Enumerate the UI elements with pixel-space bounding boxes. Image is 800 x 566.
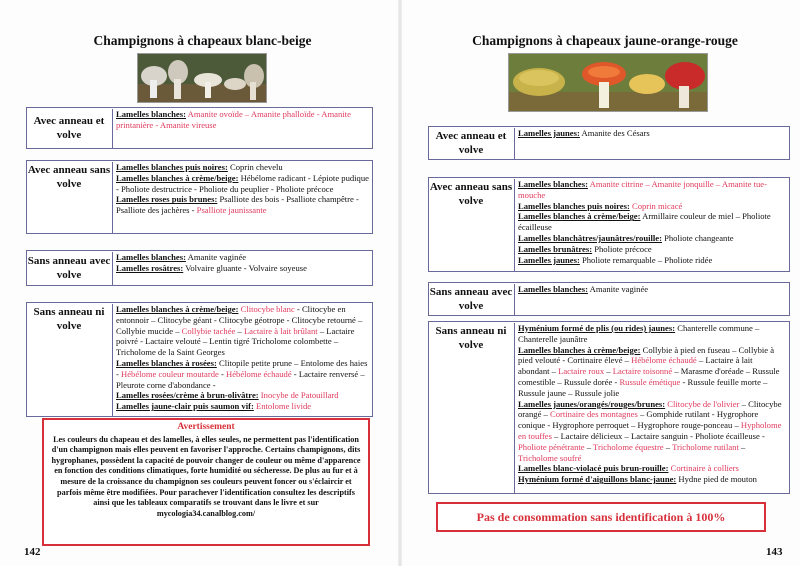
toxic-species: Clitocybe blanc <box>240 304 295 314</box>
entry-line <box>116 304 369 358</box>
category-label: Lamelles blanches: <box>518 179 588 189</box>
species-text: Amanite vaginée <box>185 252 247 262</box>
warning-box <box>42 418 370 546</box>
row-lines <box>518 323 786 485</box>
left-page-title: Champignons à chapeaux blanc-beige <box>93 33 312 48</box>
category-label: Lamelles blanches puis noires: <box>518 200 630 211</box>
entry-line <box>518 463 786 474</box>
toxic-species: Amanite ovoïde – Amanite phalloïde - Amanite printanière - Amanite vireuse <box>116 109 351 130</box>
toxic-species: Lactaire roux <box>558 366 605 377</box>
species-text: – Clitocybe orangé – <box>518 398 782 420</box>
species-text: Clitopile petite prune – Entolome des haies - <box>116 357 368 379</box>
row-anneau-volve <box>428 126 790 160</box>
category-label: Hyménium formé de plis (ou rides) jaunes: <box>518 323 676 333</box>
species-text: Psalliote des bois - Psalliote champêtre - Psalliote des jachères - <box>116 194 359 216</box>
category-label: Lamelles rosâtres: <box>116 262 184 273</box>
entry-line <box>518 284 786 295</box>
row-label <box>429 178 513 271</box>
category-label: Lamelles brunâtres: <box>518 243 593 254</box>
species-text: Pholiote remarquable – Pholiote ridée <box>579 254 713 265</box>
category-label: Lamelles jaune-clair puis saumon vif: <box>116 401 254 412</box>
row-label-text: Avec anneau sans volve <box>27 164 111 190</box>
species-text: Amanite vaginée <box>587 284 649 294</box>
row-anneau-volve <box>26 107 373 149</box>
row-sans-anneau-ni-volve <box>428 321 790 494</box>
species-text: Chanterelle commune – Chanterelle jaunâtre <box>518 323 760 344</box>
entry-line <box>116 390 369 401</box>
row-label-text: Sans anneau avec volve <box>27 255 111 281</box>
toxic-species: Tricholome rutilant <box>672 441 739 452</box>
entry-line <box>116 401 369 412</box>
white-mushrooms-photo <box>137 53 267 103</box>
category-label: Lamelles roses puis brunes: <box>116 194 218 205</box>
orange-mushrooms-photo <box>508 53 708 112</box>
entry-line <box>518 179 786 201</box>
row-lines <box>518 284 786 295</box>
category-label: Lamelles jaunes/orangés/rouges/brunes: <box>518 398 666 409</box>
entry-line <box>116 252 369 263</box>
row-label <box>27 108 111 148</box>
toxic-species: Lactaire toisonné <box>612 366 673 377</box>
species-text: – Lactaire à lait abondant – <box>518 355 753 377</box>
species-text: – <box>584 441 594 452</box>
entry-line <box>518 323 786 345</box>
toxic-species: Clitocybe de l'olivier <box>667 398 740 409</box>
entry-line <box>116 109 369 131</box>
entry-line <box>518 244 786 255</box>
row-lines <box>116 162 369 216</box>
category-label: Lamelles blanchâtres/jaunâtres/rouille: <box>518 232 662 243</box>
species-text: – <box>738 441 746 452</box>
entry-line <box>116 194 369 216</box>
entry-line <box>518 128 786 139</box>
category-label: Lamelles rosées/crème à brun-olivâtre: <box>116 390 259 401</box>
category-label: Lamelles blanches à crème/beige: <box>518 211 641 222</box>
species-text: Volvaire gluante - Volvaire soyeuse <box>183 262 307 273</box>
row-lines <box>116 304 369 412</box>
entry-line <box>116 358 369 390</box>
row-content <box>112 109 372 148</box>
toxic-species: Cortinaire des montagnes <box>549 409 638 420</box>
species-text: – Lactaire poivré - Lactaire velouté – Lentin tigré Tricholome colombette – Tricholome de la Saint Georges <box>116 325 355 358</box>
species-text: – Marasme d'oréade – Russule comestible – Russule dorée - <box>518 366 780 387</box>
row-label-text: Avec anneau sans volve <box>429 181 513 207</box>
toxic-species: Coprin micacé <box>631 200 683 211</box>
species-text: Armillaire couleur de miel – Pholiote écailleuse <box>518 211 771 233</box>
category-label: Lamelles blanches à rosées: <box>116 357 217 368</box>
row-content <box>514 128 789 159</box>
right-page <box>400 0 800 566</box>
page-number-right: 143 <box>766 546 783 558</box>
species-text: Hydne pied de mouton <box>676 474 757 485</box>
species-text: Coprin chevelu <box>227 162 283 172</box>
species-text: – <box>235 325 244 336</box>
row-content <box>112 304 372 416</box>
row-anneau-sans-volve <box>428 177 790 272</box>
species-text: Pholiote changeante <box>661 232 734 243</box>
row-label <box>429 283 513 315</box>
row-label-text: Avec anneau et volve <box>33 115 105 141</box>
toxic-species: Hébélome échaudé <box>226 368 292 379</box>
category-label: Lamelles blanches puis noires: <box>116 162 228 172</box>
species-text: Amanite des Césars <box>579 128 650 138</box>
category-label: Lamelles blanches à crème/beige: <box>518 344 641 355</box>
category-label: Lamelles blanc-violacé puis brun-rouille: <box>518 463 669 474</box>
row-lines <box>518 179 786 265</box>
entry-line <box>518 474 786 485</box>
no-consumption-banner: Pas de consommation sans identification à 100% <box>436 502 766 532</box>
category-label: Lamelles jaunes: <box>518 128 580 138</box>
toxic-species: Lactaire à lait brûlant <box>243 325 318 336</box>
category-label: Lamelles blanches à crème/beige: <box>116 172 239 183</box>
species-text: – <box>663 441 673 452</box>
row-label <box>429 127 513 159</box>
row-content <box>514 179 789 271</box>
row-content <box>514 323 789 493</box>
species-text: – Lactaire délicieux – Lactaire sanguin - Pholiote écailleuse - <box>551 430 765 441</box>
warning-text: Les couleurs du chapeau et des lamelles, à elles seules, ne permettent pas l'identification d'un champignon mais elles peuvent en favoriser l'approche. Certains champignons, dits hygrophanes, possèdent la capacité de pouvoir changer de couleur ou même d'apparence en fonction des conditions climatiques, forte humidité ou sécheresse. De plus au fur et à mesure de la croissance du champignon ses couleurs peuvent foncer ou s'éclaircir et parfois même être modifiées. Pour parachever l'identification consultez les descriptifs ainsi que les tableaux comparatifs se trouvant dans le livre et sur mycologia34.canalblog.com/ <box>51 434 361 518</box>
toxic-species: Entolome livide <box>255 401 312 412</box>
row-content <box>514 284 789 315</box>
toxic-species: Russule émétique <box>619 376 681 387</box>
entry-line <box>518 255 786 266</box>
species-text: Pholiote précoce <box>592 243 652 254</box>
toxic-species: Tricholome équestre <box>593 441 664 452</box>
row-lines <box>518 128 786 139</box>
toxic-species: Psalliote jaunissante <box>196 205 267 216</box>
entry-line <box>518 211 786 233</box>
row-sans-anneau-avec-volve <box>26 250 373 286</box>
species-text: – <box>604 366 613 377</box>
species-text: – Gomphide rutilant - Hygrophore conique - Hygrophore perroquet – Hygrophore rouge-ponceau – <box>518 409 759 431</box>
species-text: - Russule feuille morte – Russule jaune – Russule jolie <box>518 376 768 398</box>
row-label <box>27 251 111 285</box>
entry-line <box>116 263 369 274</box>
species-text: Collybie à pied en fuseau – Collybie à pied velouté - Cortinaire élevé – <box>518 344 775 366</box>
row-label-text: Avec anneau et volve <box>435 130 507 156</box>
toxic-species: Hypholome en touffes <box>518 420 782 441</box>
entry-line <box>116 173 369 195</box>
species-text: - <box>218 368 227 379</box>
warning-title: Avertissement <box>177 422 235 432</box>
toxic-species: Hébélome échaudé <box>631 355 697 366</box>
row-label <box>429 322 513 493</box>
species-text: - Lactaire renversé – Pleurote corne d'abondance - <box>116 368 365 390</box>
category-label: Lamelles jaunes: <box>518 254 580 265</box>
entry-line <box>518 233 786 244</box>
entry-line <box>116 162 369 173</box>
category-label: Lamelles blanches à crème/beige: <box>116 304 239 314</box>
row-label <box>27 161 111 233</box>
toxic-species: Hébélome couleur moutarde <box>121 368 219 379</box>
row-content <box>112 252 372 285</box>
row-label-text: Sans anneau ni volve <box>33 306 105 332</box>
category-label: Lamelles blanches: <box>116 109 186 119</box>
toxic-species: Tricholome soufré <box>518 452 582 463</box>
entry-line <box>518 345 786 399</box>
toxic-species: Pholiote pénétrante <box>518 441 585 452</box>
row-lines <box>116 252 369 274</box>
row-content <box>112 162 372 233</box>
page-number-left: 142 <box>24 546 41 558</box>
row-sans-anneau-avec-volve <box>428 282 790 316</box>
toxic-species: Inocybe de Patouillard <box>260 390 339 401</box>
row-anneau-sans-volve <box>26 160 373 234</box>
species-text: - Clitocybe en entonnoir – Clitocybe géant - Clitocybe géotrope - Clitocybe retourné – Collybie mucide – <box>116 304 363 336</box>
category-label: Hyménium formé d'aiguillons blanc-jaune: <box>518 474 677 485</box>
toxic-species: Collybie tachée <box>181 325 236 336</box>
right-page-title: Champignons à chapeaux jaune-orange-rouge <box>472 33 738 48</box>
category-label: Lamelles blanches: <box>116 252 186 262</box>
entry-line <box>518 201 786 212</box>
row-lines <box>116 109 369 131</box>
row-label <box>27 303 111 416</box>
row-label-text: Sans anneau avec volve <box>429 286 513 312</box>
toxic-species: Cortinaire à colliers <box>670 463 739 474</box>
toxic-species: Amanite citrine – Amanite jonquille – Amanite tue-mouche <box>518 179 767 200</box>
species-text: Hébélome radicant - Lépiote pudique - Pholiote destructrice - Pholiote du peuplier - Pholiote précoce <box>116 172 369 194</box>
category-label: Lamelles blanches: <box>518 284 588 294</box>
entry-line <box>518 399 786 464</box>
row-sans-anneau-ni-volve <box>26 302 373 417</box>
row-label-text: Sans anneau ni volve <box>435 325 507 351</box>
